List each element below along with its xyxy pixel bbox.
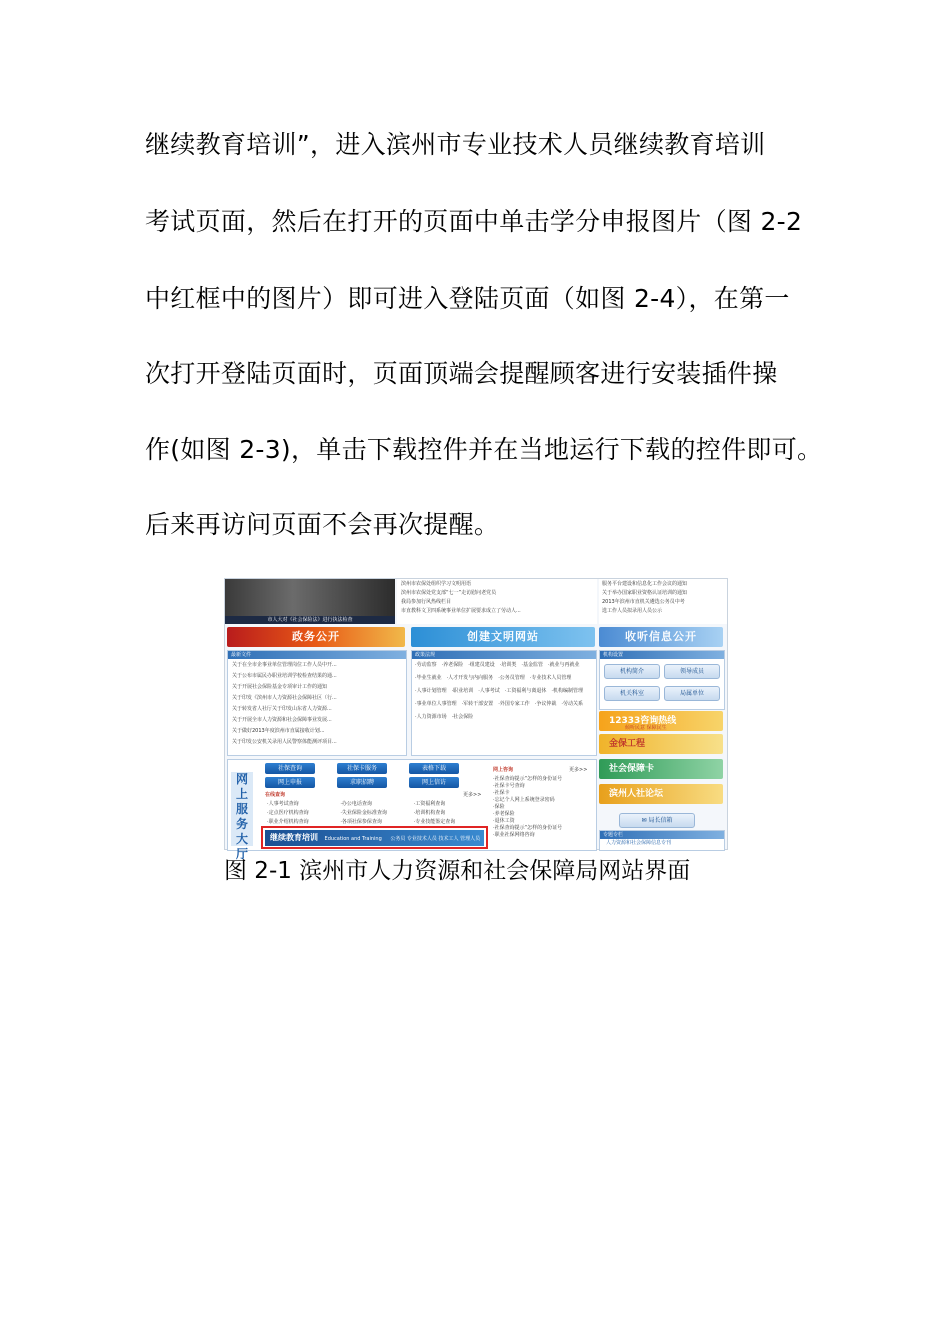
policy-item[interactable]: ·劳动监察	[415, 662, 437, 668]
consult-item[interactable]: ·退休工资	[493, 818, 515, 824]
latest-docs-panel	[227, 650, 407, 756]
policy-item[interactable]: ·组建员建设	[468, 662, 495, 668]
policy-item[interactable]: ·机构编制管理	[551, 688, 583, 694]
query-item[interactable]: ·失业保险金标准查询	[340, 810, 387, 816]
social-card-banner[interactable]: 社会保障卡	[599, 759, 723, 779]
query-item[interactable]: ·工资福利查询	[413, 801, 446, 807]
forum-banner[interactable]: 滨州人社论坛	[599, 784, 723, 804]
paragraph-line: 继续教育培训”，进入滨州市专业技术人员继续教育培训	[145, 130, 766, 159]
training-subtitle: Education and Training	[324, 836, 382, 842]
consult-item[interactable]: ·忘记个人网上系统登录密码	[493, 797, 555, 803]
online-consult-title: 网上咨询	[493, 767, 514, 773]
policy-item[interactable]: ·人才开发与内向服务	[446, 675, 494, 681]
doc-item[interactable]: 关于在全市企事业单位管理岗位工作人员中开...	[232, 662, 337, 668]
director-mailbox-label: 局长信箱	[648, 817, 673, 824]
policy-item[interactable]: ·事业单位人事管理	[415, 701, 457, 707]
consult-item[interactable]: ·社保查询提示“怎样的身份证号	[493, 776, 563, 782]
service-button[interactable]: 表格下载	[409, 763, 459, 774]
special-item[interactable]: 人力资源和社会保障信息专刊	[606, 840, 672, 846]
service-button[interactable]: 社保卡服务	[337, 763, 387, 774]
consult-item[interactable]: ·社保卡号查询	[493, 783, 525, 789]
paragraph-line: 考试页面，然后在打开的页面中单击学分申报图片（图 2-2	[145, 207, 803, 236]
director-mailbox-button[interactable]	[619, 813, 695, 828]
query-item[interactable]: ·各项社保参保查询	[340, 819, 382, 825]
paragraph-line: 中红框中的图片）即可进入登陆页面（如图 2-4），在第一	[145, 284, 790, 313]
top-notice-list	[599, 579, 727, 624]
doc-item[interactable]: 关于印发《滨州市人力资源社会保障社区（行...	[232, 695, 337, 701]
departments-button[interactable]: 机关科室	[604, 686, 660, 701]
online-consult-more[interactable]: 更多>>	[569, 767, 588, 773]
highlight-red-frame	[261, 826, 488, 849]
query-item[interactable]: ·职业介绍机构查询	[267, 819, 309, 825]
notice-item[interactable]: 选工作人员拟录用人员公示	[602, 608, 663, 614]
query-item[interactable]: ·人事考试查询	[267, 801, 299, 807]
doc-item[interactable]: 关于做好2013年度滨州市直属接收计划...	[232, 728, 325, 734]
org-intro-button[interactable]: 机构简介	[604, 664, 660, 679]
policy-item[interactable]: ·公务员管理	[498, 675, 525, 681]
special-title: 专题专栏	[600, 831, 724, 839]
paragraph-line: 次打开登陆页面时，页面顶端会提醒顾客进行安装插件操	[145, 359, 778, 388]
mail-icon: ✉	[641, 817, 649, 824]
zhengwu-banner[interactable]: 政务公开	[227, 627, 405, 647]
policy-panel	[411, 650, 597, 756]
query-item[interactable]: ·定点医疗机构查询	[267, 810, 309, 816]
paragraph-line: 后来再访问页面不会再次提醒。	[145, 510, 500, 539]
subunits-button[interactable]: 局属单位	[664, 686, 720, 701]
hotline-subtitle: 倾听民意 保障民生	[625, 725, 667, 731]
query-item[interactable]: ·办公电话查询	[340, 801, 372, 807]
consult-item[interactable]: ·社保卡	[493, 790, 510, 796]
online-query-title: 在线查询	[265, 792, 286, 798]
policy-item[interactable]: ·劳动关系	[561, 701, 583, 707]
news-item[interactable]: 我局参加行风热线栏目	[401, 599, 452, 605]
policy-item[interactable]: ·军转干部安置	[461, 701, 494, 707]
consult-item[interactable]: ·职业社保网络咨询	[493, 832, 535, 838]
org-panel	[599, 650, 725, 710]
service-hall-label: 网上服务大厅	[231, 772, 253, 846]
org-title: 机构设置	[600, 651, 724, 659]
training-tags: 公务员 专业技术人员 技术工人 管理人员 大学生就业	[270, 836, 481, 859]
policy-title: 政策法规	[412, 651, 596, 659]
online-consult-panel	[491, 767, 595, 849]
hotline-label: 12333咨询热线	[609, 716, 677, 726]
news-item[interactable]: 滨州市农保处组织学习文明用语	[401, 581, 472, 587]
policy-item[interactable]: ·职业培训	[451, 688, 474, 694]
special-column	[599, 830, 725, 851]
notice-item[interactable]: 关于举办国家职业资格认证培训的通知	[602, 590, 688, 596]
policy-item[interactable]: ·外国专家工作	[498, 701, 530, 707]
latest-docs-title: 最新文件	[228, 651, 406, 659]
photo-caption: 市人大对《社会保险法》进行执法检查	[225, 616, 395, 624]
consult-item[interactable]: ·社保查询提示“怎样的身份证号	[493, 825, 563, 831]
training-title: 继续教育培训	[270, 833, 318, 842]
service-button[interactable]: 社保查询	[265, 763, 315, 774]
service-button[interactable]: 网上信访	[409, 777, 459, 788]
policy-item[interactable]: ·专业技术人员管理	[529, 675, 572, 681]
query-item[interactable]: ·培训机构查询	[413, 810, 446, 816]
doc-item[interactable]: 关于印发公安机关录用人民警察体能测评项目...	[232, 739, 337, 745]
notice-item[interactable]: 服务平台建设和信息化工作会议的通知	[602, 581, 688, 587]
online-query-more[interactable]: 更多>>	[463, 792, 482, 798]
policy-item[interactable]: ·就业与再就业	[547, 662, 580, 668]
wenming-banner[interactable]: 创建文明网站	[411, 627, 595, 647]
query-item[interactable]: ·专业技能鉴定查询	[413, 819, 456, 825]
consult-item[interactable]: ·保险	[493, 804, 505, 810]
notice-item[interactable]: 2013年滨州市直机关遴选公务员中考	[602, 599, 685, 605]
policy-item[interactable]: ·人力资源市场	[415, 714, 447, 720]
news-item[interactable]: 市直教科文卫四系统事业单位扩展要求成立了劳动人...	[401, 608, 521, 614]
paragraph-line: 作(如图 2-3)，单击下载控件并在当地运行下载的控件即可。	[145, 435, 823, 464]
policy-item[interactable]: ·人事计划管理	[415, 688, 447, 694]
policy-item[interactable]: ·社会保险	[451, 714, 474, 720]
doc-item[interactable]: 关于公布市属民办职业培训学校检查结果的通...	[232, 673, 337, 679]
figure-caption: 图 2-1 滨州市人力资源和社会保障局网站界面	[224, 858, 691, 884]
news-item[interactable]: 滨州市农保处党支部“七一”走访慰问老党员	[401, 590, 497, 596]
doc-item[interactable]: 关于开展社会保险基金专项审计工作的通知	[232, 684, 328, 690]
policy-item[interactable]: ·培训类	[499, 662, 517, 668]
service-button[interactable]: 求职招聘	[337, 777, 387, 788]
doc-item[interactable]: 关于开展全市人力资源和社会保障事业发展...	[232, 717, 332, 723]
service-button[interactable]: 网上申报	[265, 777, 315, 788]
shouting-banner[interactable]: 收听信息公开	[599, 627, 723, 647]
website-screenshot-figure	[224, 578, 728, 861]
policy-item[interactable]: ·养老保险	[441, 662, 464, 668]
policy-item[interactable]: ·工资福利与离退休	[504, 688, 547, 694]
doc-item[interactable]: 关于转发省人社厅关于印发山东省人力资源...	[232, 706, 332, 712]
leaders-button[interactable]: 领导成员	[664, 664, 720, 679]
jinbao-banner[interactable]: 金保工程	[599, 734, 723, 754]
policy-item[interactable]: ·毕业生就业	[415, 675, 442, 681]
policy-item[interactable]: ·基金监管	[521, 662, 543, 668]
policy-item[interactable]: ·争议仲裁	[534, 701, 557, 707]
consult-item[interactable]: ·养老保险	[493, 811, 515, 817]
top-news-list	[397, 579, 597, 624]
policy-item[interactable]: ·人事考试	[478, 688, 500, 694]
